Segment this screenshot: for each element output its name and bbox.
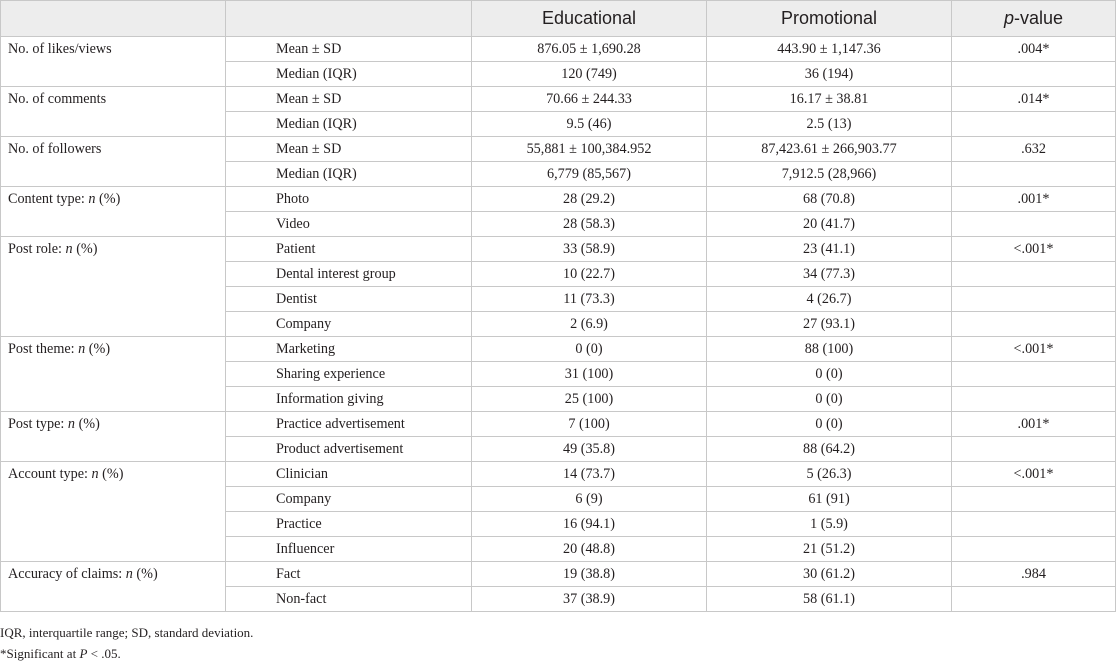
p-value-cell: <.001*	[952, 462, 1116, 487]
educational-value: 0 (0)	[472, 337, 707, 362]
educational-value: 11 (73.3)	[472, 287, 707, 312]
promotional-value: 68 (70.8)	[707, 187, 952, 212]
promotional-value: 34 (77.3)	[707, 262, 952, 287]
educational-value: 20 (48.8)	[472, 537, 707, 562]
p-value-cell	[952, 587, 1116, 612]
measure-label: Median (IQR)	[226, 162, 472, 187]
measure-label: Dentist	[226, 287, 472, 312]
educational-value: 28 (29.2)	[472, 187, 707, 212]
table-row	[1, 87, 1116, 112]
promotional-value: 443.90 ± 1,147.36	[707, 37, 952, 62]
measure-label: Mean ± SD	[226, 87, 472, 112]
educational-value: 49 (35.8)	[472, 437, 707, 462]
measure-label: Information giving	[226, 387, 472, 412]
promotional-value: 0 (0)	[707, 387, 952, 412]
promotional-value: 1 (5.9)	[707, 512, 952, 537]
measure-label: Company	[226, 487, 472, 512]
variable-label: Post theme: n (%)	[1, 337, 226, 412]
measure-label: Company	[226, 312, 472, 337]
table-row	[1, 562, 1116, 587]
promotional-value: 58 (61.1)	[707, 587, 952, 612]
educational-value: 19 (38.8)	[472, 562, 707, 587]
table-row	[1, 237, 1116, 262]
p-value-cell	[952, 437, 1116, 462]
table-body	[1, 37, 1116, 612]
p-value-cell: .001*	[952, 187, 1116, 212]
promotional-value: 5 (26.3)	[707, 462, 952, 487]
table-row	[1, 37, 1116, 62]
table-row	[1, 187, 1116, 212]
p-value-cell	[952, 62, 1116, 87]
abbreviation-note: IQR, interquartile range; SD, standard deviation.	[0, 625, 254, 640]
table-header	[1, 1, 1116, 37]
measure-label: Mean ± SD	[226, 37, 472, 62]
measure-label: Sharing experience	[226, 362, 472, 387]
p-value-cell	[952, 162, 1116, 187]
promotional-value: 0 (0)	[707, 412, 952, 437]
variable-label: Post role: n (%)	[1, 237, 226, 337]
measure-label: Fact	[226, 562, 472, 587]
p-value-cell	[952, 362, 1116, 387]
promotional-value: 87,423.61 ± 266,903.77	[707, 137, 952, 162]
promotional-value: 36 (194)	[707, 62, 952, 87]
header-measure	[226, 1, 472, 37]
measure-label: Practice advertisement	[226, 412, 472, 437]
variable-label: No. of likes/views	[1, 37, 226, 87]
educational-value: 2 (6.9)	[472, 312, 707, 337]
variable-label: Accuracy of claims: n (%)	[1, 562, 226, 612]
promotional-value: 4 (26.7)	[707, 287, 952, 312]
educational-value: 6 (9)	[472, 487, 707, 512]
promotional-value: 30 (61.2)	[707, 562, 952, 587]
promotional-value: 7,912.5 (28,966)	[707, 162, 952, 187]
measure-label: Video	[226, 212, 472, 237]
table-footnotes	[0, 622, 253, 664]
p-value-cell: .004*	[952, 37, 1116, 62]
measure-label: Median (IQR)	[226, 62, 472, 87]
measure-label: Patient	[226, 237, 472, 262]
variable-label: Account type: n (%)	[1, 462, 226, 562]
table-row	[1, 337, 1116, 362]
measure-label: Non-fact	[226, 587, 472, 612]
measure-label: Clinician	[226, 462, 472, 487]
educational-value: 33 (58.9)	[472, 237, 707, 262]
educational-value: 37 (38.9)	[472, 587, 707, 612]
p-value-cell: .001*	[952, 412, 1116, 437]
p-value-cell	[952, 312, 1116, 337]
educational-value: 10 (22.7)	[472, 262, 707, 287]
measure-label: Dental interest group	[226, 262, 472, 287]
measure-label: Median (IQR)	[226, 112, 472, 137]
p-value-cell	[952, 537, 1116, 562]
educational-value: 7 (100)	[472, 412, 707, 437]
variable-label: No. of followers	[1, 137, 226, 187]
promotional-value: 16.17 ± 38.81	[707, 87, 952, 112]
promotional-value: 27 (93.1)	[707, 312, 952, 337]
educational-value: 70.66 ± 244.33	[472, 87, 707, 112]
p-value-cell	[952, 212, 1116, 237]
promotional-value: 20 (41.7)	[707, 212, 952, 237]
header-p-value: p-value	[952, 1, 1116, 37]
p-value-cell: .984	[952, 562, 1116, 587]
header-variable	[1, 1, 226, 37]
header-educational: Educational	[472, 1, 707, 37]
educational-value: 120 (749)	[472, 62, 707, 87]
measure-label: Product advertisement	[226, 437, 472, 462]
promotional-value: 2.5 (13)	[707, 112, 952, 137]
p-value-cell	[952, 487, 1116, 512]
educational-value: 28 (58.3)	[472, 212, 707, 237]
educational-value: 6,779 (85,567)	[472, 162, 707, 187]
p-value-cell	[952, 112, 1116, 137]
measure-label: Marketing	[226, 337, 472, 362]
educational-value: 16 (94.1)	[472, 512, 707, 537]
measure-label: Photo	[226, 187, 472, 212]
table-row	[1, 137, 1116, 162]
variable-label: Content type: n (%)	[1, 187, 226, 237]
educational-value: 31 (100)	[472, 362, 707, 387]
promotional-value: 88 (64.2)	[707, 437, 952, 462]
p-value-cell: .632	[952, 137, 1116, 162]
header-promotional: Promotional	[707, 1, 952, 37]
p-value-cell	[952, 512, 1116, 537]
p-value-cell: <.001*	[952, 237, 1116, 262]
p-value-cell	[952, 262, 1116, 287]
variable-label: Post type: n (%)	[1, 412, 226, 462]
promotional-value: 23 (41.1)	[707, 237, 952, 262]
educational-value: 9.5 (46)	[472, 112, 707, 137]
p-value-cell: <.001*	[952, 337, 1116, 362]
educational-value: 55,881 ± 100,384.952	[472, 137, 707, 162]
table-row	[1, 462, 1116, 487]
p-value-cell	[952, 387, 1116, 412]
p-value-cell: .014*	[952, 87, 1116, 112]
educational-value: 14 (73.7)	[472, 462, 707, 487]
promotional-value: 0 (0)	[707, 362, 952, 387]
variable-label: No. of comments	[1, 87, 226, 137]
educational-value: 876.05 ± 1,690.28	[472, 37, 707, 62]
promotional-value: 61 (91)	[707, 487, 952, 512]
measure-label: Influencer	[226, 537, 472, 562]
measure-label: Mean ± SD	[226, 137, 472, 162]
measure-label: Practice	[226, 512, 472, 537]
table-row	[1, 412, 1116, 437]
educational-value: 25 (100)	[472, 387, 707, 412]
p-value-cell	[952, 287, 1116, 312]
significance-note: *Significant at P < .05.	[0, 646, 121, 661]
promotional-value: 88 (100)	[707, 337, 952, 362]
promotional-value: 21 (51.2)	[707, 537, 952, 562]
